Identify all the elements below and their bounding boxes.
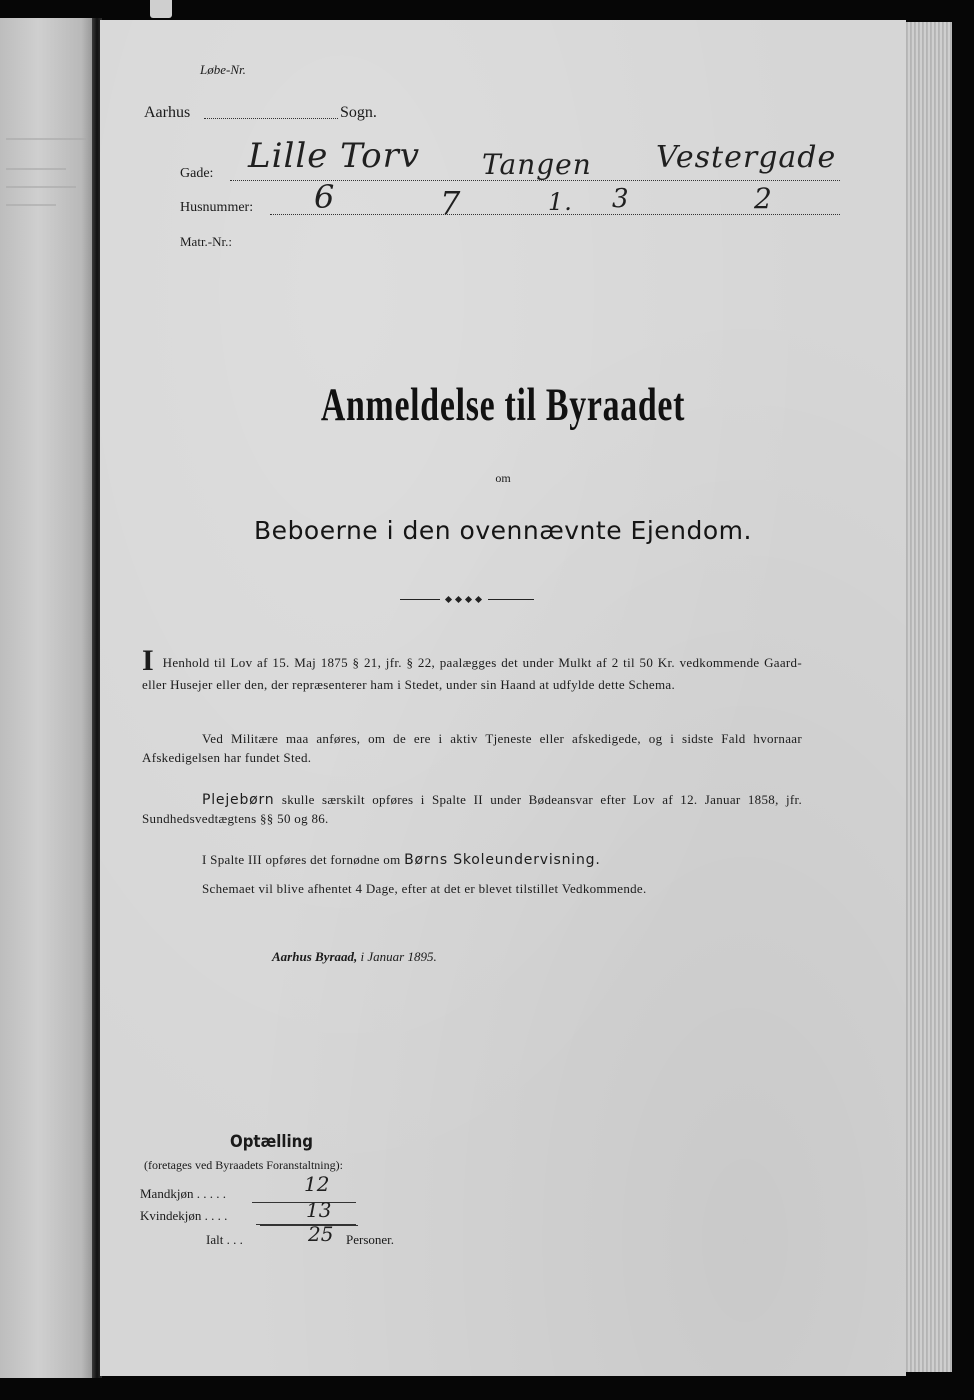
paragraph-2 — [142, 730, 802, 768]
document-subtitle: Beboerne i den ovennævnte Ejendom. — [254, 516, 752, 545]
paragraph-5 — [142, 880, 802, 899]
ialt-value: 25 — [308, 1222, 334, 1246]
ialt-label: Ialt . . . — [206, 1232, 243, 1247]
handwritten-number-3: 1. — [548, 188, 573, 216]
paragraph-4 — [142, 850, 802, 870]
mandkjon-label: Mandkjøn . . . . . — [140, 1186, 226, 1201]
page-clip — [150, 0, 172, 18]
kvindekjon-label: Kvindekjøn . . . . — [140, 1208, 228, 1223]
paragraph-2-text: Ved Militære maa anføres, om de ere i aktiv Tjeneste eller afskedigede, og i sidste Fald hvornaar Afskedigelsen har fundet Sted. — [142, 731, 802, 765]
handwritten-number-2: 7 — [440, 184, 462, 222]
husnummer-label: Husnummer: — [180, 200, 254, 215]
kvindekjon-value: 13 — [306, 1198, 332, 1222]
gade-label: Gade: — [180, 166, 214, 181]
ghost-line — [6, 138, 86, 140]
signoff-org: Aarhus Byraad, — [272, 949, 358, 964]
matr-label: Matr.-Nr.: — [180, 234, 232, 249]
paragraph-1 — [142, 646, 802, 695]
mandkjon-value: 12 — [304, 1172, 330, 1196]
handwritten-street-1: Lille Torv — [248, 136, 421, 176]
handwritten-number-4: 3 — [612, 184, 630, 214]
paragraph-4-prefix: I Spalte III opføres det fornødne om — [202, 852, 401, 867]
handwritten-number-5: 2 — [754, 182, 773, 215]
paragraph-1-text: Henhold til Lov af 15. Maj 1875 § 21, jfr. § 22, paalægges det under Mulkt af 2 til 50 Kr. vedkommende Gaard- eller Husejer eller den, der repræsenterer ham i Stedet, under sin Haand at udfylde dette Schema. — [142, 655, 802, 692]
tally-title: Optælling — [230, 1132, 314, 1152]
handwritten-number-1: 6 — [314, 178, 336, 216]
signoff-date: i Januar 1895. — [360, 949, 437, 964]
ornament-line-right — [488, 599, 534, 600]
document-title: Anmeldelse til Byraadet — [320, 379, 686, 431]
parish-dotted-line — [204, 118, 338, 119]
sogn-label: Sogn. — [340, 104, 377, 121]
paragraph-3 — [142, 790, 802, 829]
tally-note: (foretages ved Byraadets Foranstaltning): — [144, 1158, 343, 1172]
plejeborn-emphasis: Plejebørn — [202, 792, 275, 808]
handwritten-street-3: Vestergade — [656, 140, 837, 175]
city-label: Aarhus — [144, 104, 191, 121]
skoleundervisning-emphasis: Børns Skoleundervisning. — [404, 852, 601, 868]
document-page — [100, 20, 906, 1376]
ornament-diamond — [455, 596, 462, 603]
ghost-line — [6, 186, 76, 188]
ornament-diamond — [465, 596, 472, 603]
ornament-diamond — [475, 596, 482, 603]
ornament-diamond — [445, 596, 452, 603]
signoff — [272, 949, 437, 965]
ghost-line — [6, 168, 66, 170]
title-om: om — [495, 471, 511, 485]
paragraph-dropcap: I — [142, 644, 154, 677]
ornament-line-left — [400, 599, 440, 600]
ornament-divider — [400, 595, 534, 605]
personer-label: Personer. — [346, 1232, 395, 1247]
ghost-line — [6, 204, 56, 206]
paragraph-3-text: skulle særskilt opføres i Spalte II under Bødeansvar efter Lov af 12. Januar 1858, jfr. Sundhedsvedtægtens §§ 50 og 86. — [142, 792, 802, 827]
left-page-edge — [0, 18, 96, 1378]
mandkjon-line — [252, 1202, 356, 1203]
page-stack-edges — [904, 22, 952, 1372]
paragraph-5-text: Schemaet vil blive afhentet 4 Dage, efter at det er blevet tilstillet Vedkommende. — [202, 881, 647, 896]
handwritten-street-2: Tangen — [482, 148, 592, 181]
lobe-nr-label: Løbe-Nr. — [200, 62, 246, 77]
